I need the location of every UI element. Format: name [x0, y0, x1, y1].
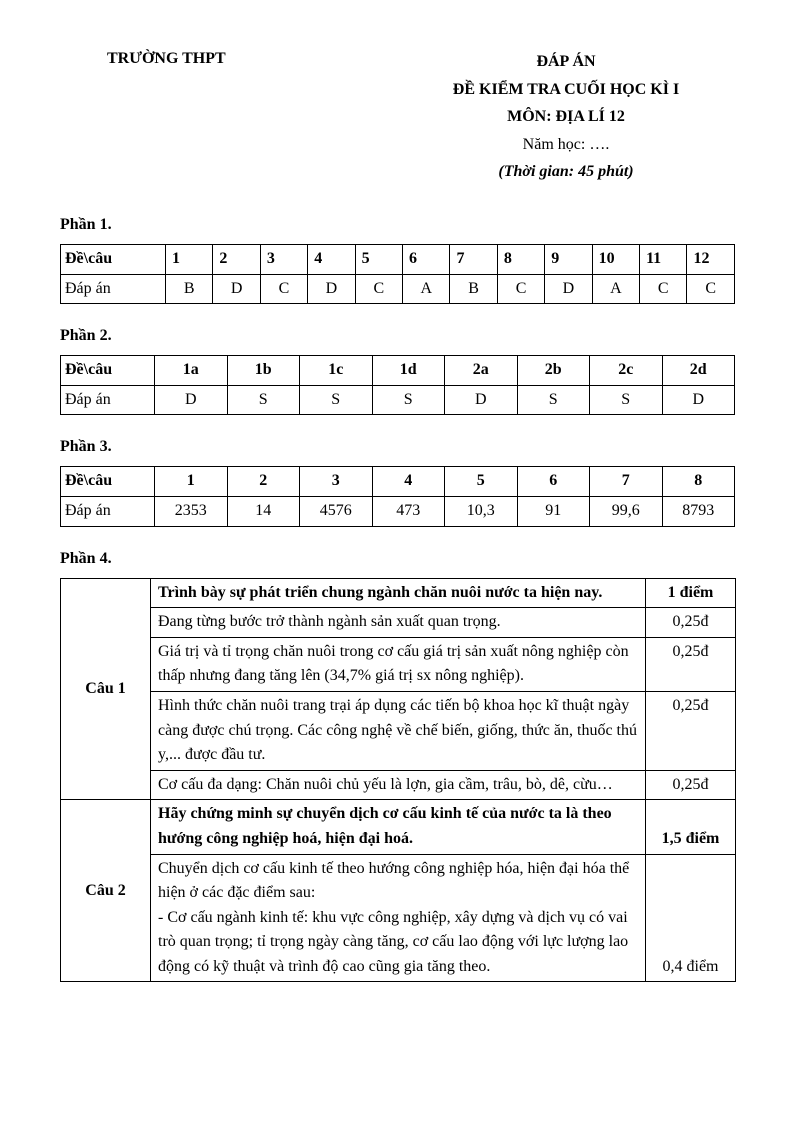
answer-cell: S — [227, 385, 300, 415]
part2-answer-row — [61, 385, 735, 415]
question-number-cell: 6 — [517, 467, 590, 497]
table-row — [61, 800, 736, 854]
answer-cell: A — [403, 274, 450, 304]
answer-row-label-cell: Đáp án — [61, 385, 155, 415]
part1-label: Phần 1. — [60, 216, 112, 233]
document-header — [0, 48, 794, 185]
row-header-cell: Đề\câu — [61, 245, 166, 275]
part2-table — [60, 355, 735, 415]
question-number-cell: 2b — [517, 356, 590, 386]
answer-paragraph: Chuyển dịch cơ cấu kinh tế theo hướng công nghiệp hóa, hiện đại hóa thể hiện ở các đặc điểm sau: — [158, 859, 630, 902]
answer-cell: 99,6 — [590, 496, 663, 526]
answer-cell: A — [592, 274, 639, 304]
answer-cell: D — [308, 274, 355, 304]
points-cell: 0,25đ — [646, 637, 736, 691]
part3-header-row — [61, 467, 735, 497]
school-year-line: Năm học: …. — [522, 135, 610, 153]
answer-content-cell: Cơ cấu đa dạng: Chăn nuôi chủ yếu là lợn, gia cầm, trâu, bò, dê, cừu… — [151, 770, 646, 800]
part4-table — [60, 578, 736, 983]
part2-header-row — [61, 356, 735, 386]
question-number-cell: 9 — [545, 245, 592, 275]
question-number-cell: 2 — [213, 245, 260, 275]
answer-cell: 8793 — [662, 496, 735, 526]
answer-paragraph: - Cơ cấu ngành kinh tế: khu vực công nghiệp, xây dựng và dịch vụ có vai trò quan trọng; tỉ trọng ngày càng tăng, cơ cấu lao động với lực lượng lao động có kỹ thuật và trình độ cao cũng gia tăng theo. — [158, 908, 629, 975]
question-number-cell: 7 — [590, 467, 663, 497]
answer-cell: S — [590, 385, 663, 415]
answer-content-cell: Hình thức chăn nuôi trang trại áp dụng các tiến bộ khoa học kĩ thuật ngày càng được chú trọng. Các công nghệ về chế biến, giống, thức ăn, thuốc thú y,... được đầu tư. — [151, 691, 646, 770]
question-id-cell: Câu 2 — [61, 800, 151, 982]
question-number-cell: 8 — [662, 467, 735, 497]
duration-line: (Thời gian: 45 phút) — [498, 163, 634, 180]
question-number-cell: 2 — [227, 467, 300, 497]
question-number-cell: 2c — [590, 356, 663, 386]
answer-content-cell: Đang từng bước trở thành ngành sản xuất quan trọng. — [151, 608, 646, 638]
question-number-cell: 4 — [372, 467, 445, 497]
question-number-cell: 11 — [640, 245, 687, 275]
row-header-cell: Đề\câu — [61, 467, 155, 497]
answer-cell: S — [517, 385, 590, 415]
question-number-cell: 8 — [497, 245, 544, 275]
answer-cell: D — [662, 385, 735, 415]
header-title-block — [453, 48, 679, 186]
table-row — [61, 770, 736, 800]
subject-line: MÔN: ĐỊA LÍ 12 — [507, 108, 625, 125]
answer-cell: C — [687, 274, 735, 304]
answer-row-label-cell: Đáp án — [61, 496, 155, 526]
table-row — [61, 608, 736, 638]
question-number-cell: 2d — [662, 356, 735, 386]
answer-cell: B — [166, 274, 213, 304]
row-header-cell: Đề\câu — [61, 356, 155, 386]
question-number-cell: 1d — [372, 356, 445, 386]
question-number-cell: 6 — [403, 245, 450, 275]
answer-cell: S — [300, 385, 373, 415]
question-text-cell: Trình bày sự phát triển chung ngành chăn nuôi nước ta hiện nay. — [151, 578, 646, 608]
part3-label: Phần 3. — [60, 438, 112, 456]
answer-cell: D — [213, 274, 260, 304]
points-cell: 0,4 điểm — [646, 854, 736, 982]
answer-cell: C — [640, 274, 687, 304]
question-number-cell: 1c — [300, 356, 373, 386]
part3-table — [60, 466, 735, 526]
question-number-cell: 3 — [300, 467, 373, 497]
answer-cell: S — [372, 385, 445, 415]
question-number-cell: 1 — [155, 467, 228, 497]
exam-title: ĐỀ KIỂM TRA CUỐI HỌC KÌ I — [452, 80, 680, 98]
question-text-cell: Hãy chứng minh sự chuyển dịch cơ cấu kinh tế của nước ta là theo hướng công nghiệp hoá, hiện đại hoá. — [151, 800, 646, 854]
question-id-cell: Câu 1 — [61, 578, 151, 800]
answer-cell: B — [450, 274, 497, 304]
question-number-cell: 10 — [592, 245, 639, 275]
question-number-cell: 4 — [308, 245, 355, 275]
points-cell: 0,25đ — [646, 770, 736, 800]
question-number-cell: 5 — [445, 467, 518, 497]
points-cell: 1 điểm — [646, 578, 736, 608]
question-number-cell: 12 — [687, 245, 735, 275]
question-number-cell: 5 — [355, 245, 402, 275]
table-row — [61, 691, 736, 770]
answer-cell: 2353 — [155, 496, 228, 526]
document-body — [60, 213, 737, 982]
answer-cell: 10,3 — [445, 496, 518, 526]
part4-label: Phần 4. — [60, 549, 112, 567]
table-row — [61, 578, 736, 608]
part2-label: Phần 2. — [60, 327, 112, 345]
answer-content-cell — [151, 854, 646, 982]
answer-cell: D — [445, 385, 518, 415]
points-cell: 0,25đ — [646, 608, 736, 638]
answer-cell: D — [545, 274, 592, 304]
answer-cell: C — [497, 274, 544, 304]
part3-answer-row — [61, 496, 735, 526]
table-row — [61, 854, 736, 982]
answer-cell: D — [155, 385, 228, 415]
question-number-cell: 1b — [227, 356, 300, 386]
answer-content-cell: Giá trị và tỉ trọng chăn nuôi trong cơ cấu giá trị sản xuất nông nghiệp còn thấp nhưng đang tăng lên (34,7% giá trị sx nông nghiệp). — [151, 637, 646, 691]
school-name: TRƯỜNG THPT — [107, 50, 226, 67]
question-number-cell: 7 — [450, 245, 497, 275]
question-number-cell: 1 — [166, 245, 213, 275]
question-number-cell: 3 — [260, 245, 307, 275]
question-number-cell: 2a — [445, 356, 518, 386]
answer-cell: 473 — [372, 496, 445, 526]
answer-cell: 91 — [517, 496, 590, 526]
answer-cell: 4576 — [300, 496, 373, 526]
answer-cell: C — [355, 274, 402, 304]
points-cell: 0,25đ — [646, 691, 736, 770]
answer-cell: C — [260, 274, 307, 304]
answer-cell: 14 — [227, 496, 300, 526]
part1-answer-row — [61, 274, 735, 304]
points-cell: 1,5 điểm — [646, 800, 736, 854]
part1-header-row — [61, 245, 735, 275]
answer-key-title: ĐÁP ÁN — [536, 53, 596, 70]
answer-row-label-cell: Đáp án — [61, 274, 166, 304]
question-number-cell: 1a — [155, 356, 228, 386]
table-row — [61, 637, 736, 691]
part1-table — [60, 244, 735, 304]
